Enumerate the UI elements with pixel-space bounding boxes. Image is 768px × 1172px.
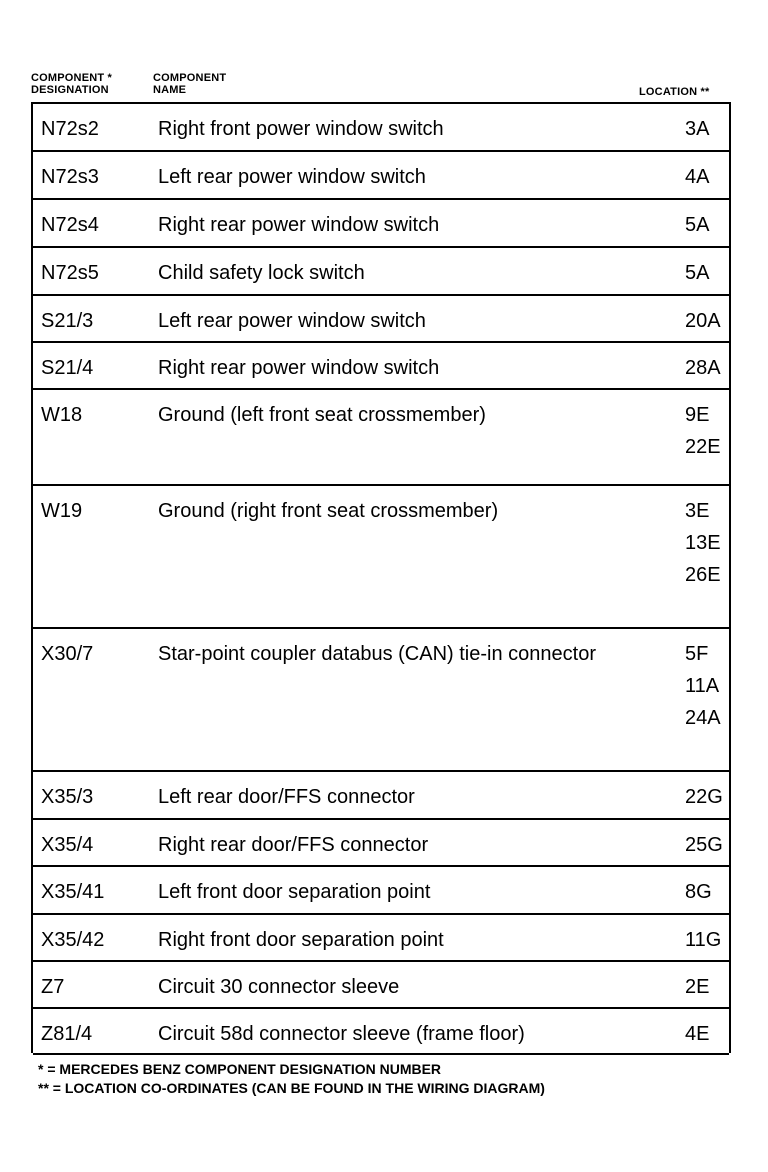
name-cell: Star-point coupler databus (CAN) tie-in connector [158, 643, 596, 665]
location-cell: 4E [685, 1023, 710, 1045]
name-cell: Left front door separation point [158, 881, 431, 903]
location-cell: 4A [685, 166, 710, 188]
name-cell: Left rear power window switch [158, 310, 426, 332]
name-cell: Ground (right front seat crossmember) [158, 500, 499, 522]
designation-cell: N72s3 [41, 166, 99, 188]
location-cell: 20A [685, 310, 721, 332]
header-location: LOCATION ** [639, 86, 710, 98]
name-cell: Left rear power window switch [158, 166, 426, 188]
name-cell: Left rear door/FFS connector [158, 786, 415, 808]
name-cell: Circuit 30 connector sleeve [158, 976, 400, 998]
location-cell: 28A [685, 357, 721, 379]
designation-cell: Z7 [41, 976, 65, 998]
table-row [33, 820, 729, 867]
name-cell: Right front power window switch [158, 118, 444, 140]
location-cell: 22G [685, 786, 723, 808]
location-cell: 3E 13E 26E [685, 500, 721, 586]
table-row [33, 152, 729, 200]
table-row [33, 296, 729, 343]
designation-cell: N72s2 [41, 118, 99, 140]
component-table [31, 102, 731, 1053]
designation-cell: S21/4 [41, 357, 94, 379]
header-name: COMPONENT NAME [153, 72, 227, 96]
table-row [33, 867, 729, 915]
table-row [33, 200, 729, 248]
designation-cell: X35/41 [41, 881, 105, 903]
name-cell: Right rear power window switch [158, 214, 440, 236]
designation-cell: X35/4 [41, 834, 94, 856]
name-cell: Circuit 58d connector sleeve (frame floor) [158, 1023, 525, 1045]
table-row [33, 248, 729, 296]
header-designation: COMPONENT * DESIGNATION [31, 72, 113, 96]
location-cell: 5F 11A 24A [685, 643, 721, 729]
name-cell: Right rear power window switch [158, 357, 440, 379]
location-cell: 9E 22E [685, 404, 721, 458]
designation-cell: X35/3 [41, 786, 94, 808]
designation-cell: S21/3 [41, 310, 94, 332]
table-row [33, 390, 729, 486]
designation-cell: X35/42 [41, 929, 105, 951]
location-cell: 11G [685, 929, 722, 951]
table-row [33, 104, 729, 152]
location-cell: 8G [685, 881, 712, 903]
table-row [33, 915, 729, 962]
name-cell: Child safety lock switch [158, 262, 365, 284]
location-cell: 2E [685, 976, 710, 998]
table-row [33, 962, 729, 1009]
table-row [33, 772, 729, 820]
location-cell: 25G [685, 834, 723, 856]
designation-cell: Z81/4 [41, 1023, 93, 1045]
designation-cell: W19 [41, 500, 83, 522]
designation-cell: N72s4 [41, 214, 99, 236]
footnote-designation: * = MERCEDES BENZ COMPONENT DESIGNATION NUMBER [38, 1061, 442, 1077]
table-row [33, 343, 729, 390]
footnote-location: ** = LOCATION CO-ORDINATES (CAN BE FOUND IN THE WIRING DIAGRAM) [38, 1080, 545, 1096]
location-cell: 3A [685, 118, 710, 140]
name-cell: Right rear door/FFS connector [158, 834, 429, 856]
designation-cell: N72s5 [41, 262, 99, 284]
table-row [33, 486, 729, 629]
name-cell: Right front door separation point [158, 929, 444, 951]
name-cell: Ground (left front seat crossmember) [158, 404, 486, 426]
designation-cell: X30/7 [41, 643, 94, 665]
table-row [33, 1009, 729, 1055]
location-cell: 5A [685, 262, 710, 284]
location-cell: 5A [685, 214, 710, 236]
table-row [33, 629, 729, 772]
designation-cell: W18 [41, 404, 83, 426]
